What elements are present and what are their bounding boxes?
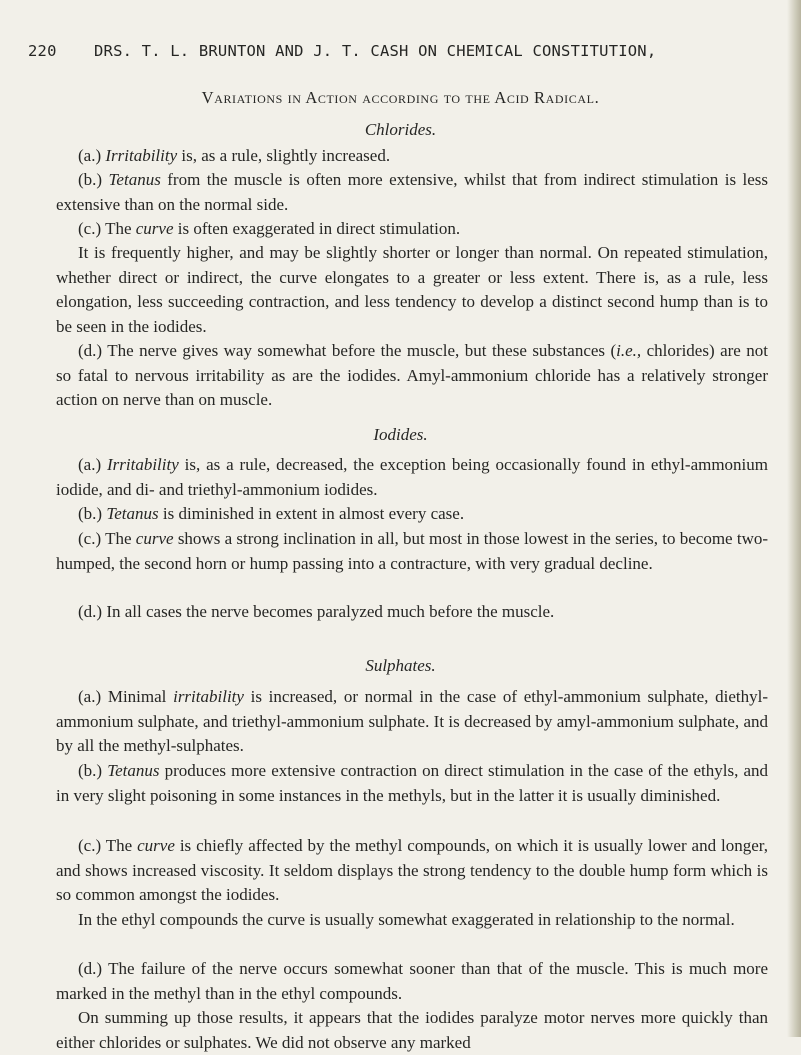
paragraph-label: (a.)	[78, 146, 102, 165]
paragraph-lead: The	[105, 836, 133, 855]
paragraph-text-continued: chlorides) are not so fatal to nervous irritability as are the iodides. Amyl-ammonium chloride has a relatively stronger action on nerve than on muscle.	[56, 341, 768, 410]
paragraph-text: is increased, or normal in the case of ethyl-ammonium sulphate, diethyl-ammonium sulphate, and triethyl-ammonium sulphate. It is decreased by amyl-ammonium sulphate, and by all the methyl-sulphates.	[56, 687, 769, 756]
paragraph-label: (a.)	[78, 687, 102, 706]
paragraph-text: shows a strong inclination in all, but most in those lowest in the series, to become two-humped, the second horn or hump passing into a contracture, with very gradual decline.	[56, 529, 769, 573]
subheading-sulphates: Sulphates.	[365, 656, 436, 675]
paragraph-text: In all cases the nerve becomes paralyzed much before the muscle.	[106, 602, 555, 621]
paragraph-term: irritability	[173, 687, 244, 706]
paragraph-text: is, as a rule, decreased, the exception being occasionally found in ethyl-ammonium iodide, and di- and triethyl-ammonium iodides.	[56, 455, 769, 499]
paragraph-text: On summing up those results, it appears that the iodides paralyze motor nerves more quickly than either chlorides or sulphates. We did not observe any marked	[56, 1008, 768, 1052]
chlorides-paragraph-d	[56, 339, 768, 413]
iodides-paragraph-a	[56, 453, 768, 502]
paragraph-term: Tetanus	[107, 761, 160, 780]
page-edge-shadow	[787, 0, 801, 1037]
paragraph-lead: Minimal	[107, 687, 167, 706]
paragraph-term: Irritability	[105, 146, 178, 165]
chlorides-paragraph-continued	[56, 241, 768, 339]
paragraph-term: Tetanus	[108, 170, 161, 189]
sulphates-paragraph-continued	[56, 908, 768, 933]
paragraph-text: is diminished in extent in almost every case.	[162, 504, 465, 523]
paragraph-label: (c.)	[78, 836, 102, 855]
paragraph-text: from the muscle is often more extensive, whilst that from indirect stimulation is less extensive than on the normal side.	[56, 170, 769, 214]
paragraph-text: It is frequently higher, and may be slightly shorter or longer than normal. On repeated stimulation, whether direct or indirect, the curve elongates to a greater or less extent. There is, as a rule, less elongation, less succeeding contraction, and less tendency to develop a distinct second hump than is to be seen in the iodides.	[56, 243, 768, 336]
sulphates-paragraph-a	[56, 685, 768, 759]
section-title: Variations in Action according to the Acid Radical.	[201, 88, 600, 107]
iodides-paragraph-c	[56, 527, 768, 576]
sulphates-paragraph-b	[56, 759, 768, 808]
running-title: DRS. T. L. BRUNTON AND J. T. CASH ON CHEMICAL CONSTITUTION,	[94, 42, 657, 60]
chlorides-paragraph-b	[56, 168, 768, 217]
paragraph-label: (a.)	[78, 455, 102, 474]
paragraph-label: (c.)	[78, 219, 102, 238]
paragraph-label: (b.)	[78, 761, 103, 780]
subheading-iodides: Iodides.	[373, 425, 428, 444]
paragraph-text: is, as a rule, slightly increased.	[181, 146, 391, 165]
paragraph-text: The nerve gives way somewhat before the muscle, but these substances (	[107, 341, 617, 360]
paragraph-label: (c.)	[78, 529, 102, 548]
paragraph-label: (b.)	[78, 504, 103, 523]
iodides-paragraph-d	[56, 600, 768, 625]
paragraph-lead: The	[105, 529, 132, 548]
paragraph-term: curve	[137, 836, 175, 855]
paragraph-label: (b.)	[78, 170, 103, 189]
page-number: 220	[28, 42, 57, 60]
paragraph-lead: The	[105, 219, 132, 238]
sulphates-paragraph-d	[56, 957, 768, 1006]
paragraph-label: (d.)	[78, 341, 103, 360]
paragraph-term: Tetanus	[106, 504, 159, 523]
paragraph-term: i.e.,	[616, 341, 642, 360]
chlorides-paragraph-a	[56, 144, 768, 169]
summary-paragraph	[56, 1006, 768, 1055]
paragraph-text: The failure of the nerve occurs somewhat sooner than that of the muscle. This is much more marked in the methyl than in the ethyl compounds.	[56, 959, 768, 1003]
running-head	[28, 42, 788, 60]
sulphates-paragraph-c	[56, 834, 768, 908]
iodides-paragraph-b	[56, 502, 768, 527]
paragraph-text: In the ethyl compounds the curve is usually somewhat exaggerated in relationship to the normal.	[78, 910, 735, 929]
subheading-chlorides: Chlorides.	[364, 120, 437, 139]
paragraph-text: produces more extensive contraction on direct stimulation in the case of the ethyls, and in very slight poisoning in some instances in the methyls, but in the latter it is usually diminished.	[56, 761, 769, 805]
paragraph-term: curve	[135, 529, 174, 548]
paragraph-term: curve	[135, 219, 174, 238]
paragraph-text: is chiefly affected by the methyl compounds, on which it is usually lower and longer, and shows increased viscosity. It seldom displays the strong tendency to the double hump form which is so common amongst the iodides.	[56, 836, 769, 905]
paragraph-label: (d.)	[78, 959, 103, 978]
paragraph-label: (d.)	[78, 602, 103, 621]
paragraph-term: Irritability	[107, 455, 179, 474]
paragraph-text: is often exaggerated in direct stimulation.	[177, 219, 461, 238]
chlorides-paragraph-c	[56, 217, 768, 242]
